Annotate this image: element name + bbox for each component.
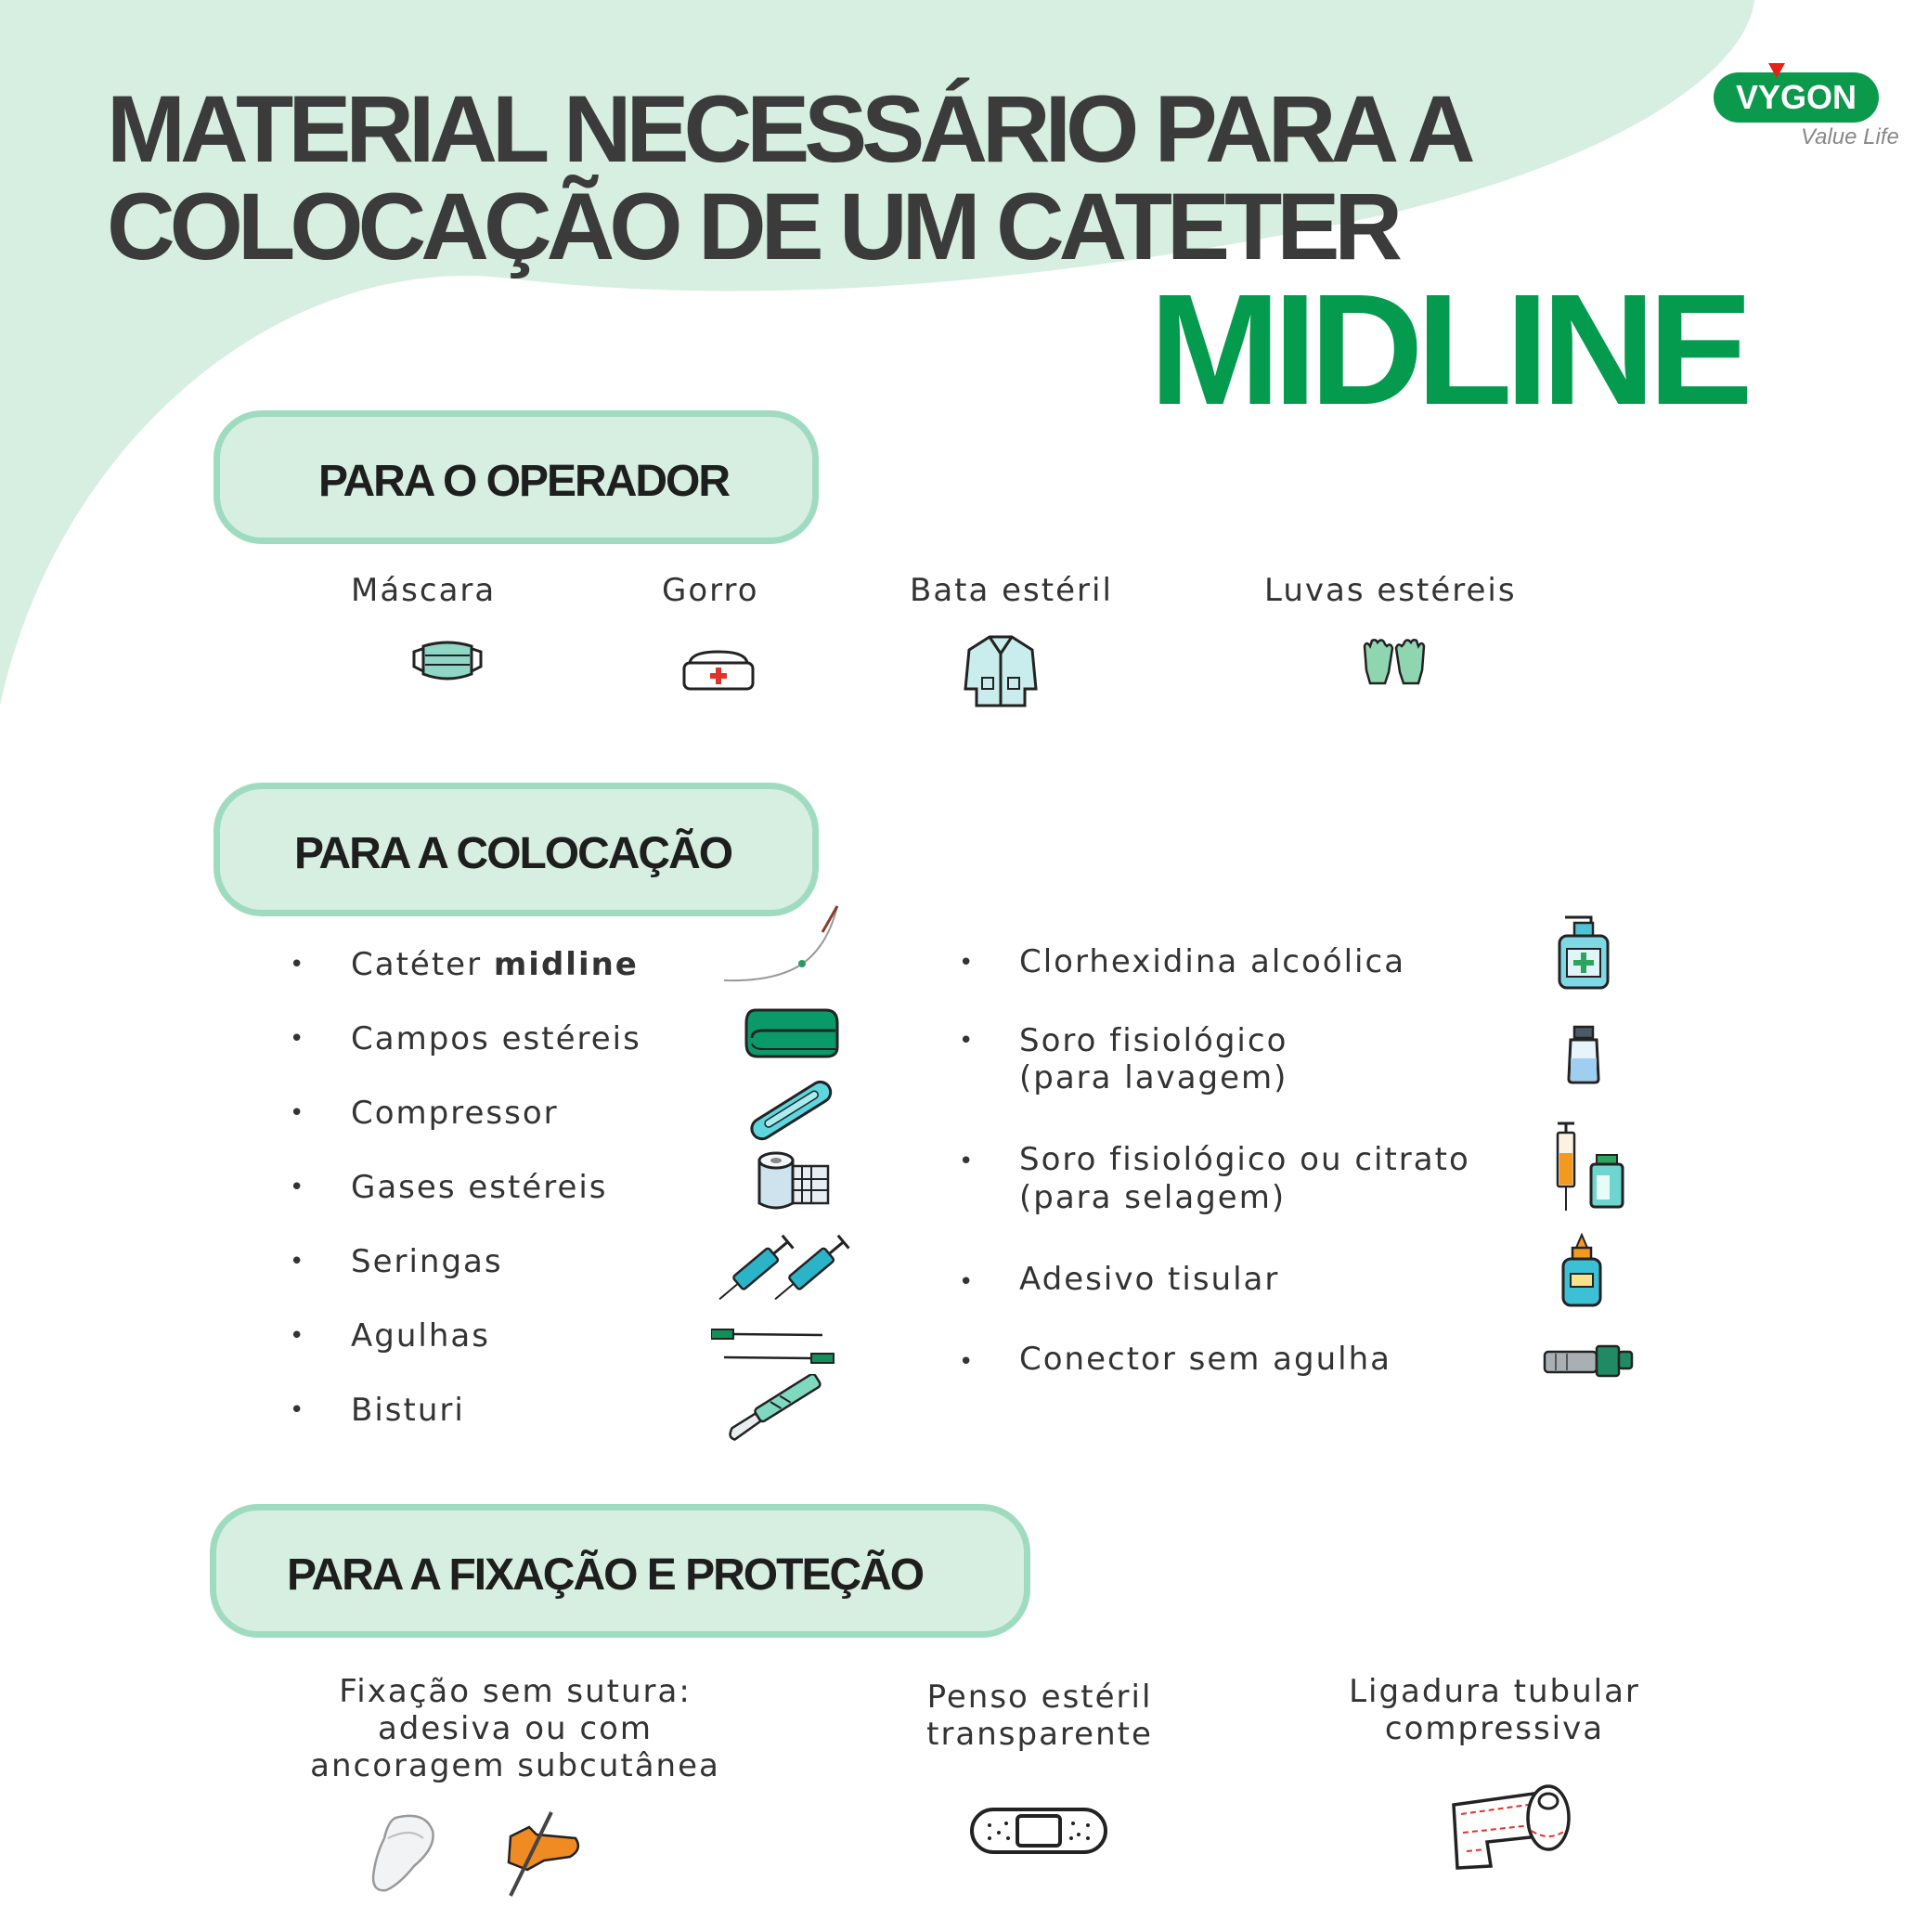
page-title-line-2: COLOCAÇÃO DE UM CATETER — [107, 174, 1398, 279]
page-title-line-1: MATERIAL NECESSÁRIO PARA A — [107, 76, 1470, 182]
fixation-item-label: Penso estéril transparente — [926, 1679, 1153, 1753]
section-operator-header — [214, 410, 819, 544]
bullet: • — [959, 1268, 974, 1296]
placement-item-label: Agulhas — [351, 1317, 490, 1355]
vial-icon — [1565, 1025, 1602, 1084]
logo-accent-icon — [1768, 63, 1785, 78]
bandage-icon — [969, 1807, 1108, 1855]
bullet: • — [959, 949, 974, 977]
placement-item-label: Conector sem agulha — [1019, 1341, 1391, 1378]
mask-icon — [412, 639, 483, 683]
bullet: • — [959, 1348, 974, 1376]
placement-item-label: Seringas — [351, 1243, 503, 1280]
syringes-icon — [718, 1225, 854, 1303]
connector-icon — [1543, 1342, 1636, 1378]
bullet: • — [290, 1322, 304, 1350]
section-operator-title: PARA O OPERADOR — [318, 457, 730, 506]
operator-item-label: Bata estéril — [910, 572, 1113, 609]
sanitizer-icon — [1556, 914, 1611, 992]
drapes-icon — [744, 1006, 841, 1060]
placement-item-label: Catéter midline — [351, 946, 639, 983]
tubular-bandage-icon — [1448, 1781, 1572, 1870]
bullet: • — [290, 951, 304, 979]
brand-logo: VYGON — [1714, 72, 1879, 123]
tourniquet-icon — [748, 1077, 837, 1142]
fixation-item-label: Fixação sem sutura: adesiva ou com ancoragem subcutânea — [310, 1673, 720, 1784]
section-placement-title: PARA A COLOCAÇÃO — [294, 829, 732, 878]
placement-item-label: Campos estéreis — [351, 1020, 641, 1057]
bullet: • — [290, 1396, 304, 1424]
needles-icon — [711, 1324, 835, 1368]
bullet: • — [290, 1173, 304, 1201]
gown-icon — [962, 633, 1040, 707]
placement-item-label: Soro fisiológico — [1019, 1022, 1288, 1059]
placement-item-label: Gases estéreis — [351, 1169, 608, 1206]
operator-item-label: Máscara — [351, 572, 497, 609]
placement-item-label: Clorhexidina alcoólica — [1019, 943, 1406, 980]
bullet: • — [290, 1099, 304, 1127]
brand-tagline: Value Life — [1801, 124, 1899, 149]
fixation-device-icon — [371, 1810, 585, 1898]
gauze-icon — [756, 1151, 832, 1212]
placement-item-sublabel: (para selagem) — [1019, 1179, 1287, 1216]
operator-item-label: Luvas estéreis — [1264, 572, 1517, 609]
section-fixation-title: PARA A FIXAÇÃO E PROTEÇÃO — [287, 1550, 924, 1600]
page-title-highlight: MIDLINE — [1149, 262, 1746, 438]
gloves-icon — [1361, 637, 1428, 687]
cap-icon — [682, 650, 755, 693]
fixation-item-label: Ligadura tubular compressiva — [1349, 1673, 1640, 1747]
placement-item-label: Bisturi — [351, 1392, 465, 1429]
bullet: • — [959, 1148, 974, 1175]
scalpel-icon — [718, 1374, 826, 1443]
section-placement-header — [214, 783, 819, 916]
bullet: • — [290, 1025, 304, 1053]
placement-item-label: Adesivo tisular — [1019, 1261, 1280, 1298]
operator-item-label: Gorro — [662, 572, 759, 609]
bullet: • — [959, 1027, 974, 1055]
placement-item-label: Soro fisiológico ou citrato — [1019, 1141, 1470, 1178]
syringe-vial-icon — [1550, 1120, 1626, 1212]
glue-icon — [1559, 1233, 1604, 1309]
placement-item-label: Compressor — [351, 1095, 559, 1132]
placement-item-sublabel: (para lavagem) — [1019, 1059, 1288, 1096]
section-fixation-header — [210, 1504, 1030, 1638]
catheter-icon — [720, 904, 841, 984]
bullet: • — [290, 1248, 304, 1276]
